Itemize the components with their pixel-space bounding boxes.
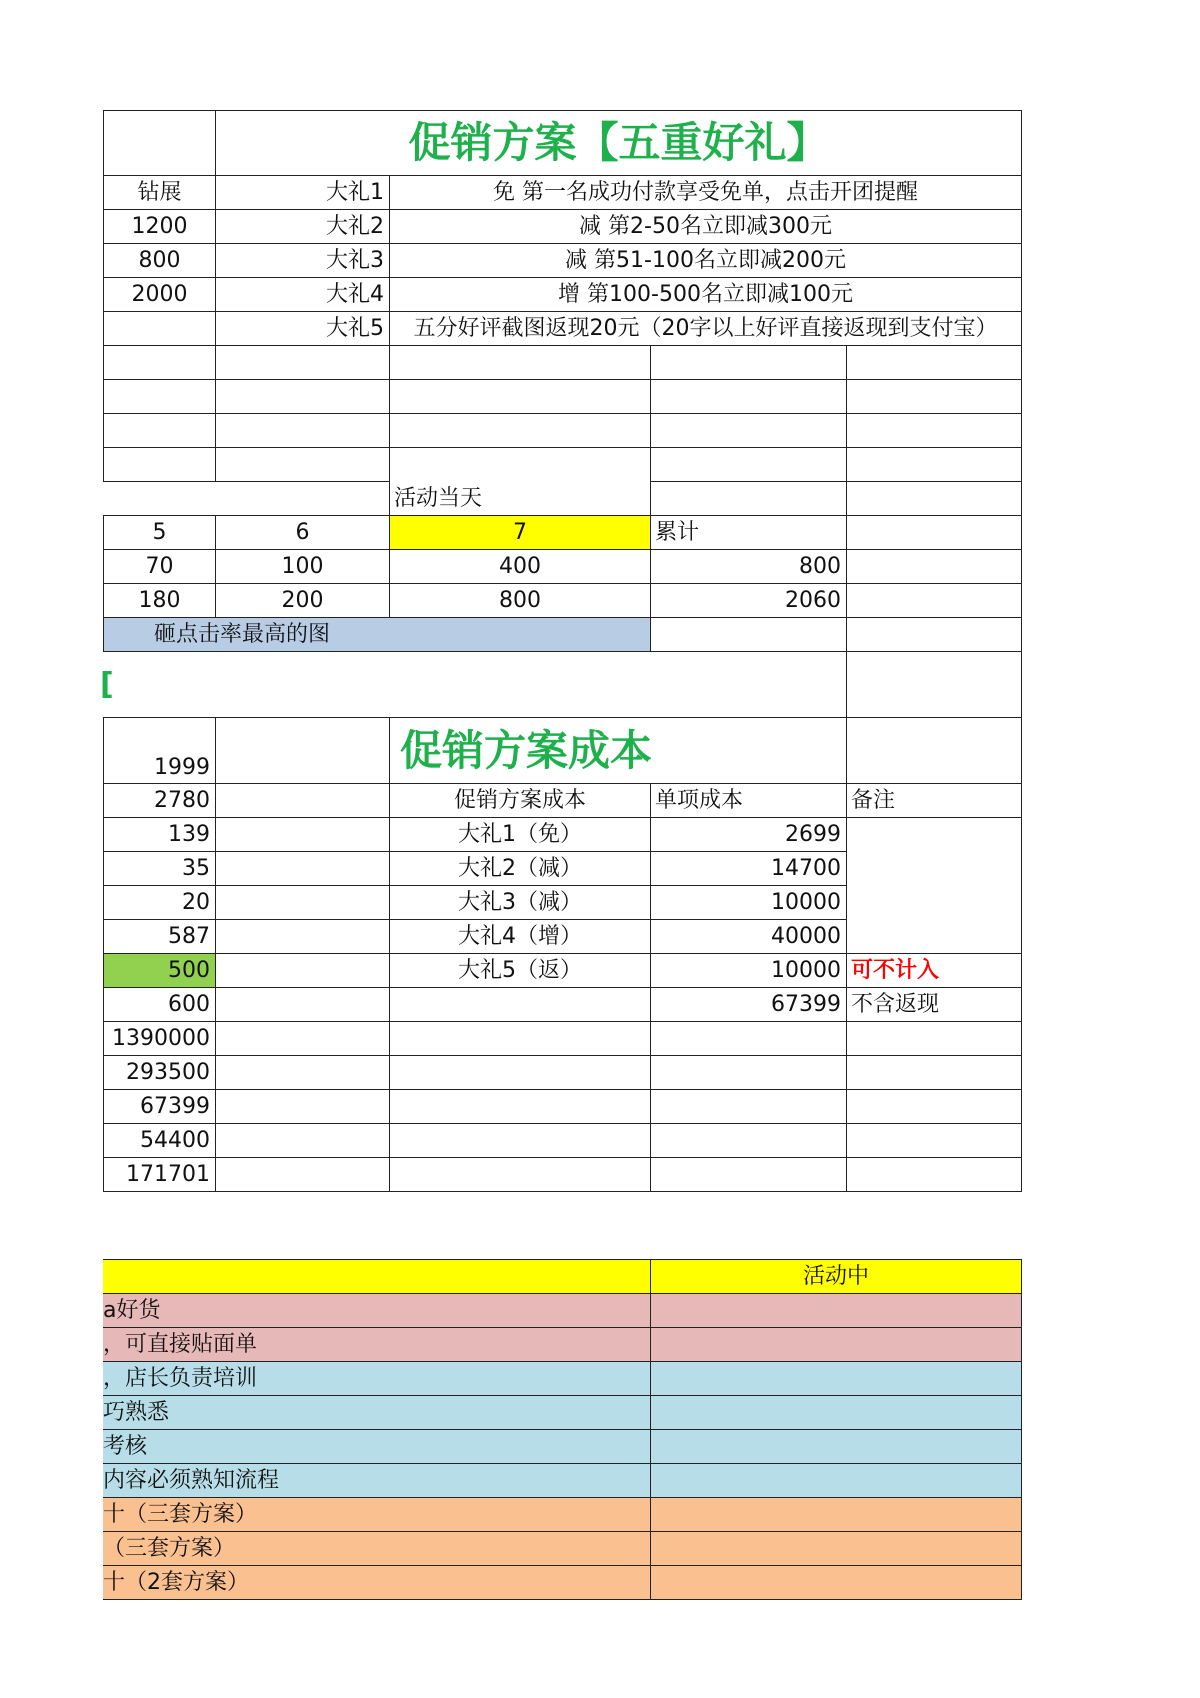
gift-left-3: 800 [103,243,216,278]
empty-cell [650,379,847,414]
cost-item-value: 40000 [650,919,847,954]
cost-header-note: 备注 [846,783,1022,818]
task-row: 巧熟悉 [103,1395,651,1430]
task-row: （三套方案） [103,1531,651,1566]
empty-cell [846,481,1022,516]
empty-cell [103,413,216,448]
empty-cell [215,1055,390,1090]
daily-cell: 2060 [650,583,847,618]
empty-cell [215,919,390,954]
empty-cell [215,953,390,988]
gift-desc-2: 减 第2-50名立即减300元 [389,209,1022,244]
empty-cell [846,717,1022,784]
empty-cell [846,583,1022,618]
empty-cell [846,1123,1022,1158]
empty-cell [846,1089,1022,1124]
task-status-cell [650,1361,1022,1396]
empty-cell [215,1089,390,1124]
empty-cell [215,379,390,414]
cost-col-a: 587 [103,919,216,954]
empty-cell [846,617,1022,652]
gift-desc-1: 免 第一名成功付款享受免单，点击开团提醒 [389,175,1022,210]
cost-note-merged [846,817,1022,954]
daily-cell: 800 [650,549,847,584]
task-row: a好货 [103,1293,651,1328]
gift-name-5: 大礼5 [215,311,390,346]
cost-col-a: 600 [103,987,216,1022]
task-status-cell [650,1293,1022,1328]
empty-cell [650,413,847,448]
title-left-cell [103,110,216,176]
empty-cell [215,783,390,818]
gift-desc-5: 五分好评截图返现20元（20字以上好评直接返现到支付宝） [389,311,1022,346]
empty-cell [650,345,847,380]
empty-cell [846,1055,1022,1090]
task-row: ，店长负责培训 [103,1361,651,1396]
task-row: 内容必须熟知流程 [103,1463,651,1498]
empty-cell [215,885,390,920]
task-header-left [103,1259,651,1294]
empty-cell [215,1123,390,1158]
daily-header-6: 6 [215,515,390,550]
empty-cell [215,1157,390,1192]
gift-name-2: 大礼2 [215,209,390,244]
empty-cell [846,1157,1022,1192]
cost-col-a: 35 [103,851,216,886]
task-status-cell [650,1531,1022,1566]
cost-item-value: 2699 [650,817,847,852]
task-status-cell [650,1565,1022,1600]
gift-left-2: 1200 [103,209,216,244]
cost-header-unit: 单项成本 [650,783,847,818]
cost-col-a: 1999 [103,717,216,784]
empty-cell [215,817,390,852]
gift-desc-4: 增 第100-500名立即减100元 [389,277,1022,312]
empty-cell [650,617,847,652]
gift-left-5 [103,311,216,346]
task-row: ，可直接贴面单 [103,1327,651,1362]
task-status-cell [650,1327,1022,1362]
daily-cell: 200 [215,583,390,618]
cost-col-a: 139 [103,817,216,852]
empty-cell [389,447,651,482]
daily-header-total: 累计 [650,515,847,550]
gift-left-4: 2000 [103,277,216,312]
empty-cell [846,549,1022,584]
empty-cell [215,851,390,886]
cost-item-value: 14700 [650,851,847,886]
task-row: 考核 [103,1429,651,1464]
cost-item-name: 大礼5（返） [389,953,651,988]
task-status-cell [650,1395,1022,1430]
empty-cell [103,345,216,380]
empty-cell [389,1089,651,1124]
cost-item-value: 10000 [650,885,847,920]
empty-cell [650,481,847,516]
daily-cell: 180 [103,583,216,618]
daily-cell: 800 [389,583,651,618]
empty-cell [846,379,1022,414]
cost-item-note-excluded: 可不计入 [846,953,1022,988]
empty-cell [650,1157,847,1192]
cost-item-name: 大礼1（免） [389,817,651,852]
empty-cell [389,413,651,448]
empty-cell [650,1021,847,1056]
empty-cell [846,651,1022,718]
empty-cell [650,447,847,482]
cost-title: 促销方案成本 [389,717,847,784]
task-status-cell [650,1429,1022,1464]
cost-item-name [389,987,651,1022]
task-row: 十（2套方案） [103,1565,651,1600]
empty-cell [389,379,651,414]
gift-left-1: 钻展 [103,175,216,210]
empty-cell [389,345,651,380]
cost-item-name: 大礼3（减） [389,885,651,920]
cost-item-value: 10000 [650,953,847,988]
empty-cell [215,987,390,1022]
daily-header-5: 5 [103,515,216,550]
cost-col-a: 293500 [103,1055,216,1090]
task-row: 十（三套方案） [103,1497,651,1532]
empty-cell [846,1021,1022,1056]
green-mark: [ [100,667,114,702]
task-status-cell [650,1463,1022,1498]
empty-cell [103,447,216,482]
empty-cell [650,1123,847,1158]
empty-cell [650,1055,847,1090]
cost-col-a: 1390000 [103,1021,216,1056]
empty-cell [846,345,1022,380]
empty-cell [389,1055,651,1090]
cost-total-note: 不含返现 [846,987,1022,1022]
empty-cell [215,345,390,380]
cost-col-a-highlight: 500 [103,953,216,988]
cost-col-a: 67399 [103,1089,216,1124]
empty-cell [215,1021,390,1056]
empty-cell [846,413,1022,448]
empty-cell [215,447,390,482]
empty-cell [103,379,216,414]
empty-cell [650,1089,847,1124]
gift-desc-3: 减 第51-100名立即减200元 [389,243,1022,278]
daily-cell: 70 [103,549,216,584]
cost-col-a: 54400 [103,1123,216,1158]
daily-cell: 400 [389,549,651,584]
empty-cell [215,413,390,448]
promo-title: 促销方案【五重好礼】 [215,110,1022,176]
cost-item-name: 大礼2（减） [389,851,651,886]
empty-cell [215,717,390,784]
gift-name-3: 大礼3 [215,243,390,278]
ctr-note-text: 砸点击率最高的图 [154,621,331,647]
daily-cell: 100 [215,549,390,584]
activity-day-label: 活动当天 [389,481,651,516]
cost-col-a: 20 [103,885,216,920]
cost-item-name: 大礼4（增） [389,919,651,954]
task-status-header: 活动中 [650,1259,1022,1294]
task-status-cell [650,1497,1022,1532]
gift-name-1: 大礼1 [215,175,390,210]
cost-col-a: 171701 [103,1157,216,1192]
gift-name-4: 大礼4 [215,277,390,312]
empty-cell [389,1157,651,1192]
cost-col-a: 2780 [103,783,216,818]
empty-cell [389,1123,651,1158]
ctr-note [103,617,651,652]
daily-header-7: 7 [389,515,651,550]
empty-cell [389,1021,651,1056]
cost-total-value: 67399 [650,987,847,1022]
empty-cell [846,447,1022,482]
empty-cell [846,515,1022,550]
cost-header-plan: 促销方案成本 [389,783,651,818]
